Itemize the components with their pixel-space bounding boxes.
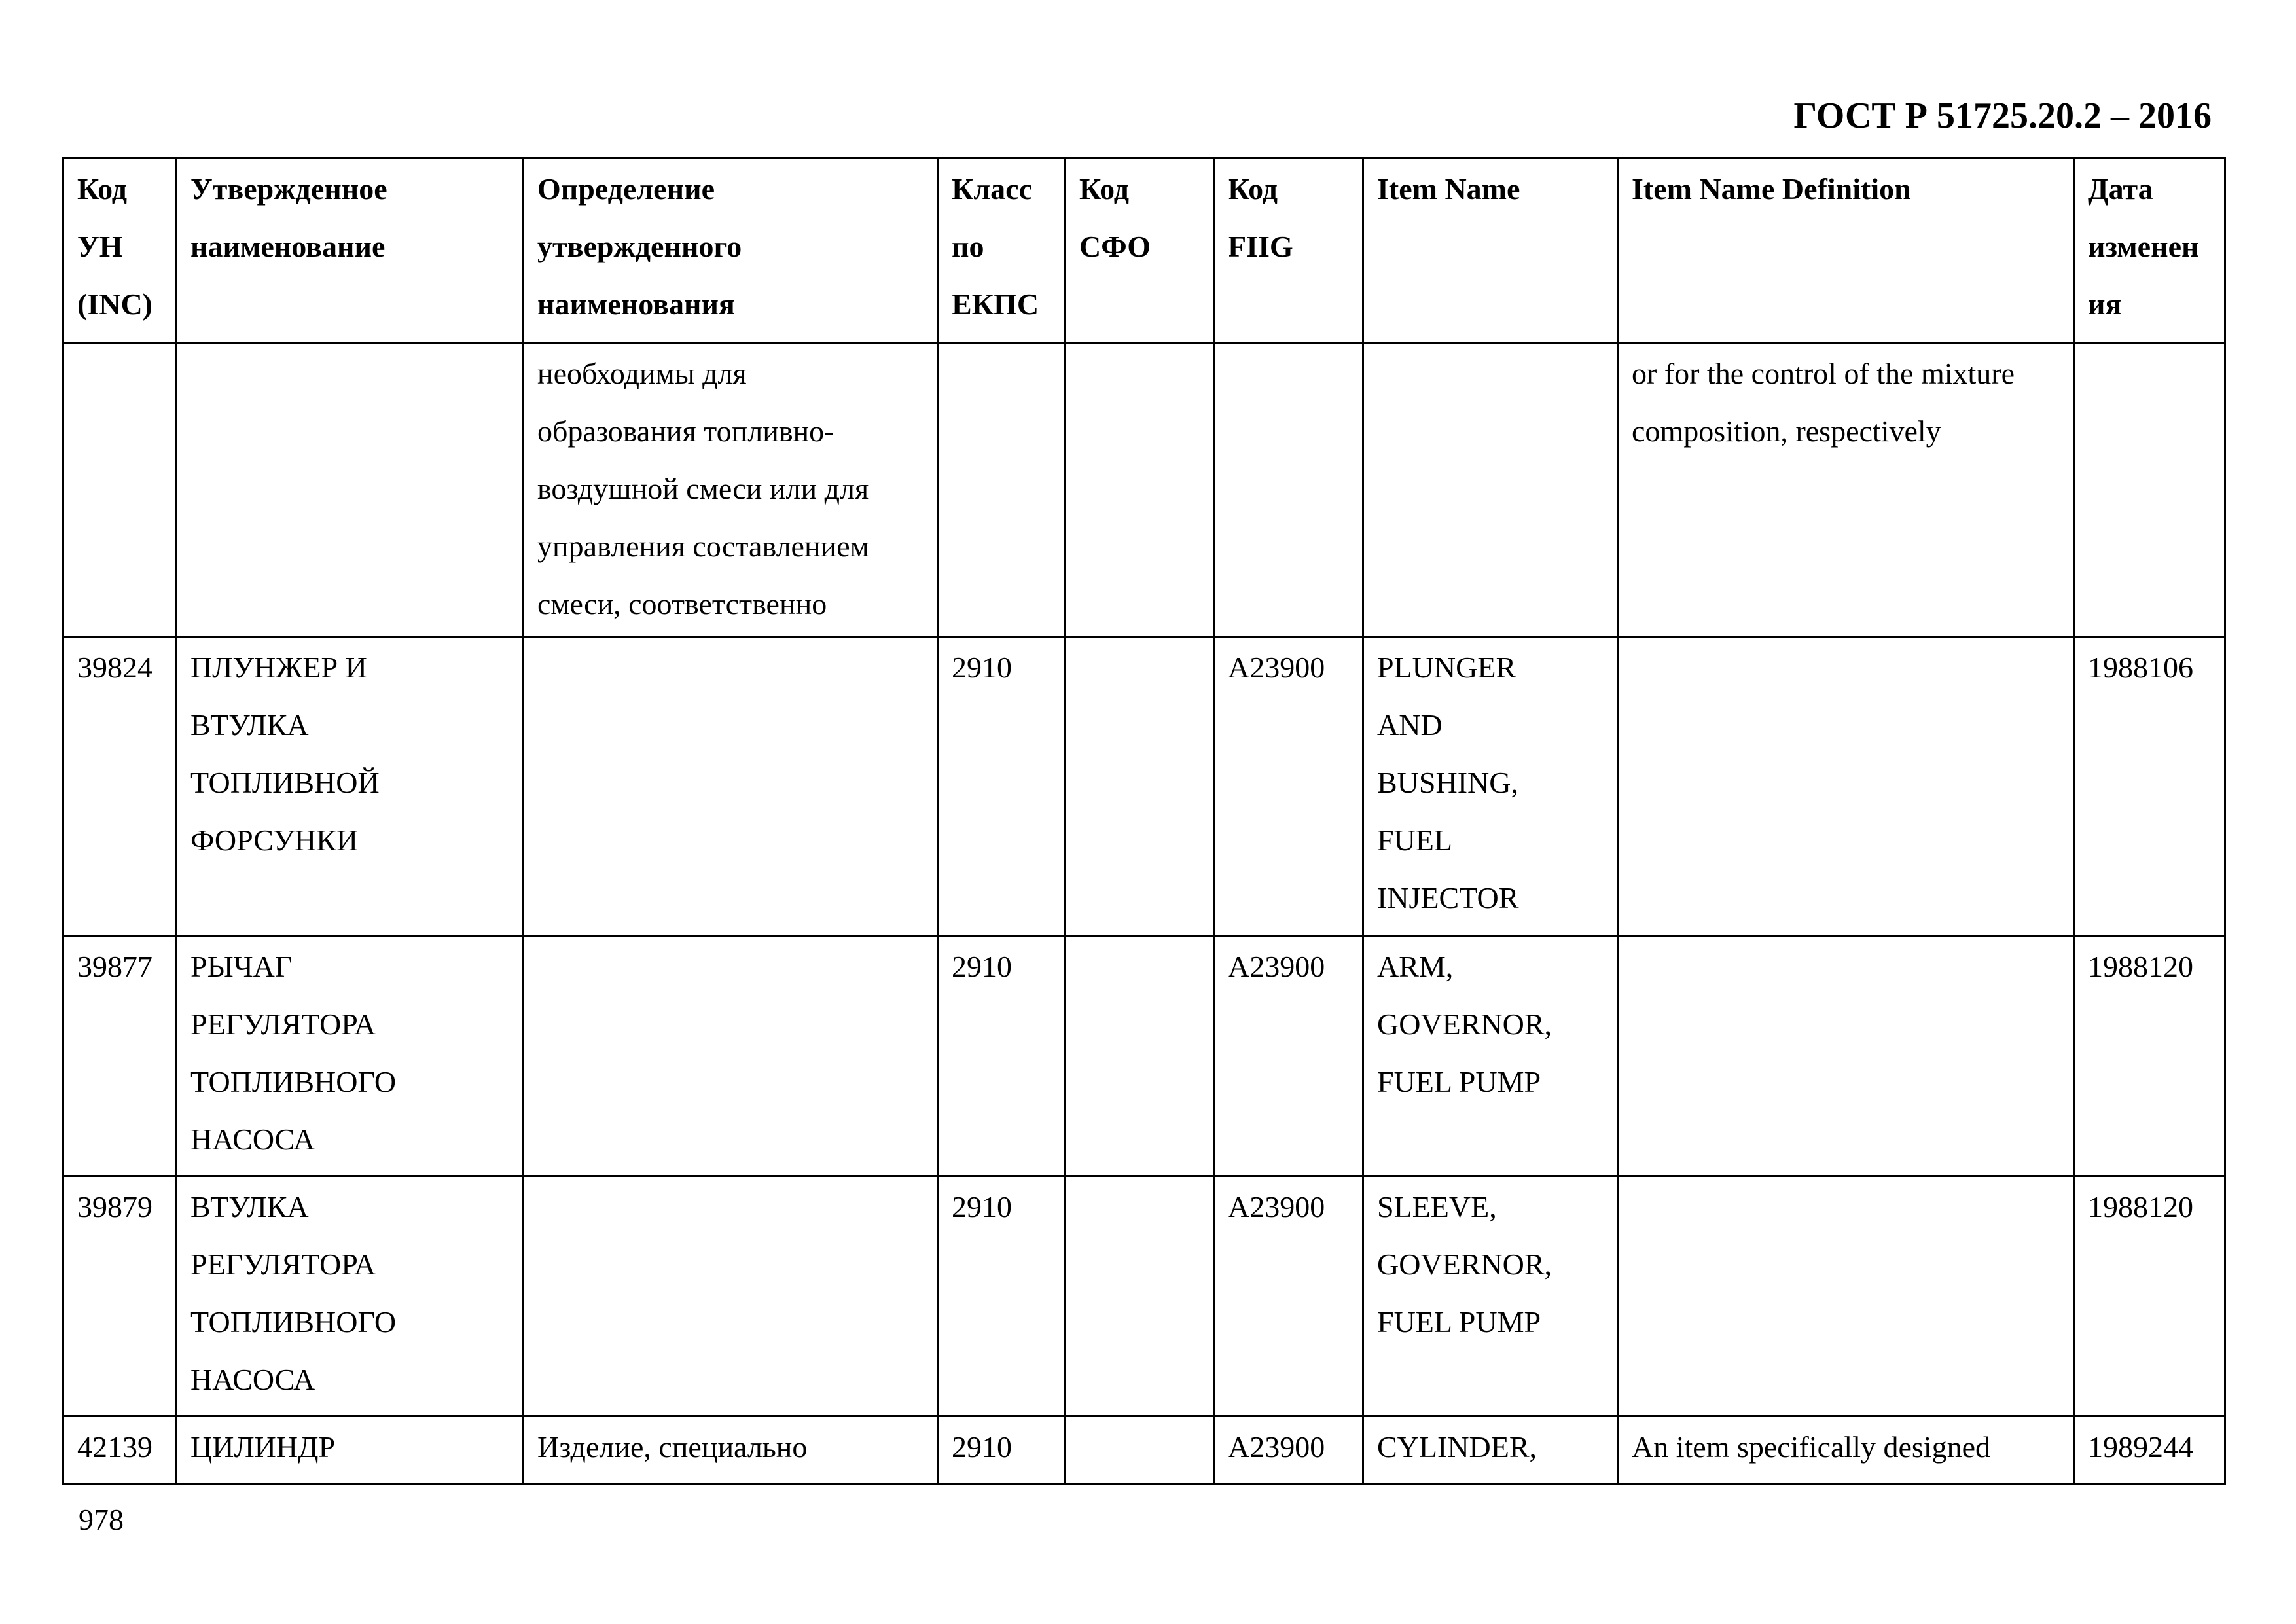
page-number: 978 (79, 1503, 124, 1536)
col-header-item-name-definition: Item Name Definition (1618, 158, 2074, 343)
cell-fiig: A23900 (1214, 637, 1363, 936)
cell-fiig (1214, 343, 1363, 637)
cell-class: 2910 (938, 1176, 1066, 1416)
cell-sfo (1066, 1176, 1214, 1416)
cell-approved-name: ВТУЛКА РЕГУЛЯТОРА ТОПЛИВНОГО НАСОСА (177, 1176, 524, 1416)
cell-approved-name: ПЛУНЖЕР И ВТУЛКА ТОПЛИВНОЙ ФОРСУНКИ (177, 637, 524, 936)
cell-item-definition (1618, 1176, 2074, 1416)
cell-class: 2910 (938, 936, 1066, 1176)
cell-item-name: ARM, GOVERNOR, FUEL PUMP (1363, 936, 1618, 1176)
table-row (63, 637, 2225, 936)
cell-inc: 42139 (63, 1416, 177, 1485)
cell-sfo (1066, 343, 1214, 637)
cell-fiig: A23900 (1214, 1176, 1363, 1416)
col-header-fiig: Код FIIG (1214, 158, 1363, 343)
cell-class: 2910 (938, 637, 1066, 936)
table-row (63, 1176, 2225, 1416)
col-header-name-definition: Определение утвержденного наименования (524, 158, 938, 343)
cell-item-definition: An item specifically designed (1618, 1416, 2074, 1485)
cell-inc: 39824 (63, 637, 177, 936)
cell-approved-name: ЦИЛИНДР (177, 1416, 524, 1485)
table-row (63, 936, 2225, 1176)
cell-sfo (1066, 637, 1214, 936)
cell-inc: 39877 (63, 936, 177, 1176)
cell-item-definition (1618, 637, 2074, 936)
cell-item-definition: or for the control of the mixture composition, respectively (1618, 343, 2074, 637)
cell-definition: необходимы для образования топливно- воздушной смеси или для управления составлением смеси, соответственно (524, 343, 938, 637)
cell-definition (524, 637, 938, 936)
cell-item-name: CYLINDER, (1363, 1416, 1618, 1485)
col-header-sfo: Код СФО (1066, 158, 1214, 343)
cell-class: 2910 (938, 1416, 1066, 1485)
col-header-class: Класс по ЕКПС (938, 158, 1066, 343)
col-header-item-name: Item Name (1363, 158, 1618, 343)
cell-item-name: SLEEVE, GOVERNOR, FUEL PUMP (1363, 1176, 1618, 1416)
cell-inc: 39879 (63, 1176, 177, 1416)
cell-approved-name (177, 343, 524, 637)
col-header-inc: Код УН (INC) (63, 158, 177, 343)
cell-date: 1988120 (2074, 936, 2225, 1176)
data-table (62, 157, 2226, 1485)
cell-fiig: A23900 (1214, 1416, 1363, 1485)
col-header-change-date: Дата изменен ия (2074, 158, 2225, 343)
cell-item-definition (1618, 936, 2074, 1176)
cell-definition (524, 1176, 938, 1416)
cell-date (2074, 343, 2225, 637)
cell-item-name: PLUNGER AND BUSHING, FUEL INJECTOR (1363, 637, 1618, 936)
cell-definition: Изделие, специально (524, 1416, 938, 1485)
cell-approved-name: РЫЧАГ РЕГУЛЯТОРА ТОПЛИВНОГО НАСОСА (177, 936, 524, 1176)
cell-inc (63, 343, 177, 637)
cell-fiig: A23900 (1214, 936, 1363, 1176)
cell-sfo (1066, 936, 1214, 1176)
cell-date: 1989244 (2074, 1416, 2225, 1485)
cell-date: 1988106 (2074, 637, 2225, 936)
cell-definition (524, 936, 938, 1176)
cell-item-name (1363, 343, 1618, 637)
cell-sfo (1066, 1416, 1214, 1485)
table-row (63, 343, 2225, 637)
cell-date: 1988120 (2074, 1176, 2225, 1416)
col-header-approved-name: Утвержденное наименование (177, 158, 524, 343)
cell-class (938, 343, 1066, 637)
header-row (63, 158, 2225, 343)
document-code: ГОСТ Р 51725.20.2 – 2016 (1793, 96, 2212, 136)
table-row (63, 1416, 2225, 1485)
